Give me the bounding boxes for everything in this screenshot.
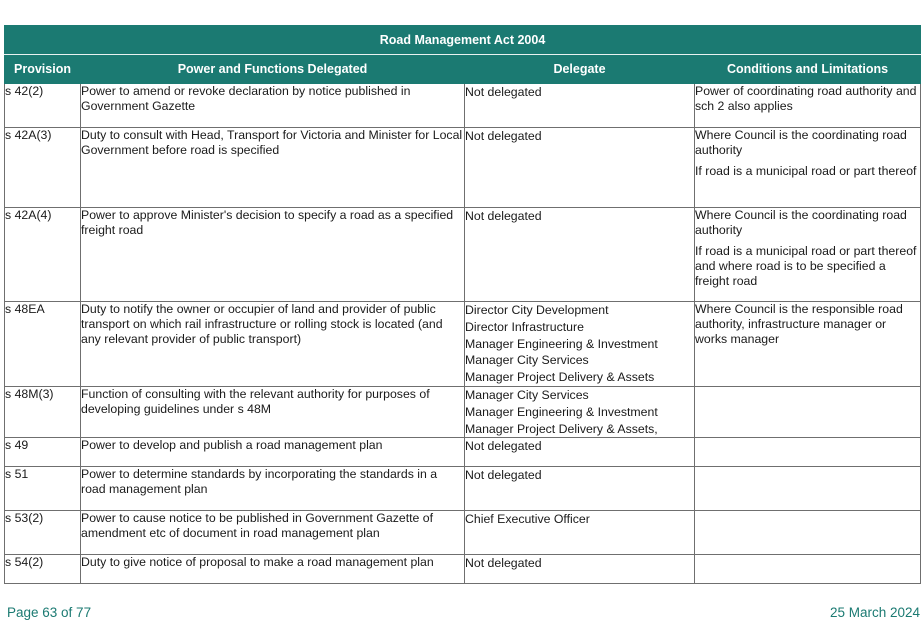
delegate-entry: Manager Project Delivery & Assets	[465, 370, 655, 385]
delegate-cell	[465, 208, 695, 302]
header-power: Power and Functions Delegated	[81, 55, 465, 84]
delegate-entry: Manager City Services	[465, 387, 589, 402]
table-row	[5, 302, 921, 387]
provision-cell: s 49	[5, 438, 81, 467]
delegate-entry: Manager City Services	[465, 353, 589, 368]
delegate-entry: Not delegated	[465, 129, 542, 143]
header-delegate: Delegate	[465, 55, 695, 84]
delegate-entry: Director Infrastructure	[465, 319, 584, 334]
delegate-entry: Not delegated	[465, 209, 542, 223]
delegate-cell	[465, 511, 695, 555]
condition-text: If road is a municipal road or part thereof	[695, 164, 917, 178]
provision-cell: s 42A(4)	[5, 208, 81, 302]
page-number: Page 63 of 77	[7, 605, 92, 620]
delegate-cell	[465, 438, 695, 467]
table-row	[5, 467, 921, 511]
delegate-cell	[465, 302, 695, 387]
delegate-cell	[465, 555, 695, 584]
delegate-entry: Chief Executive Officer	[465, 512, 590, 527]
delegate-entry: Not delegated	[465, 439, 542, 454]
delegation-table	[4, 25, 921, 584]
delegate-cell	[465, 84, 695, 128]
condition-text: If road is a municipal road or part thereof and where road is to be specified a freight road	[695, 244, 917, 288]
power-cell: Function of consulting with the relevant authority for purposes of developing guidelines under s 48M	[81, 386, 465, 437]
header-row	[5, 55, 921, 84]
table-row	[5, 84, 921, 128]
provision-cell: s 48EA	[5, 302, 81, 387]
conditions-cell	[695, 84, 921, 128]
power-cell: Power to develop and publish a road management plan	[81, 438, 465, 467]
power-cell: Duty to give notice of proposal to make a road management plan	[81, 555, 465, 584]
header-provision: Provision	[5, 55, 81, 84]
condition-text: Power of coordinating road authority and sch 2 also applies	[695, 84, 917, 113]
delegate-entry: Manager Engineering & Investment	[465, 336, 658, 351]
conditions-cell	[695, 386, 921, 437]
power-cell: Duty to notify the owner or occupier of land and provider of public transport on which rail infrastructure or rolling stock is located (and any relevant provider of public transport)	[81, 302, 465, 387]
provision-cell: s 53(2)	[5, 511, 81, 555]
conditions-cell	[695, 511, 921, 555]
table-row	[5, 511, 921, 555]
condition-text: Where Council is the responsible road authority, infrastructure manager or works manager	[695, 302, 903, 346]
table-row	[5, 208, 921, 302]
delegate-entry: Director City Development	[465, 303, 609, 317]
conditions-cell	[695, 438, 921, 467]
table-row	[5, 555, 921, 584]
delegate-entry: Not delegated	[465, 468, 542, 483]
power-cell: Duty to consult with Head, Transport for Victoria and Minister for Local Government before road is specified	[81, 128, 465, 208]
header-conditions: Conditions and Limitations	[695, 55, 921, 84]
power-cell: Power to approve Minister's decision to specify a road as a specified freight road	[81, 208, 465, 302]
table-row	[5, 438, 921, 467]
table-title: Road Management Act 2004	[5, 26, 921, 55]
conditions-cell	[695, 555, 921, 584]
provision-cell: s 42A(3)	[5, 128, 81, 208]
condition-text: Where Council is the coordinating road authority	[695, 208, 907, 237]
footer-date: 25 March 2024	[829, 605, 920, 620]
provision-cell: s 51	[5, 467, 81, 511]
delegate-cell	[465, 467, 695, 511]
provision-cell: s 48M(3)	[5, 386, 81, 437]
power-cell: Power to amend or revoke declaration by notice published in Government Gazette	[81, 84, 465, 128]
conditions-cell	[695, 302, 921, 387]
delegate-cell	[465, 386, 695, 437]
delegate-cell	[465, 128, 695, 208]
provision-cell: s 42(2)	[5, 84, 81, 128]
delegate-entry: Manager Engineering & Investment	[465, 404, 658, 419]
conditions-cell	[695, 128, 921, 208]
conditions-cell	[695, 208, 921, 302]
conditions-cell	[695, 467, 921, 511]
delegate-entry: Not delegated	[465, 85, 542, 99]
condition-text: Where Council is the coordinating road authority	[695, 128, 907, 157]
provision-cell: s 54(2)	[5, 555, 81, 584]
table-row	[5, 128, 921, 208]
delegate-entry: Manager Project Delivery & Assets,	[465, 421, 658, 436]
table-row	[5, 386, 921, 437]
power-cell: Power to determine standards by incorporating the standards in a road management plan	[81, 467, 465, 511]
delegate-entry: Not delegated	[465, 556, 542, 571]
power-cell: Power to cause notice to be published in Government Gazette of amendment etc of document in road management plan	[81, 511, 465, 555]
